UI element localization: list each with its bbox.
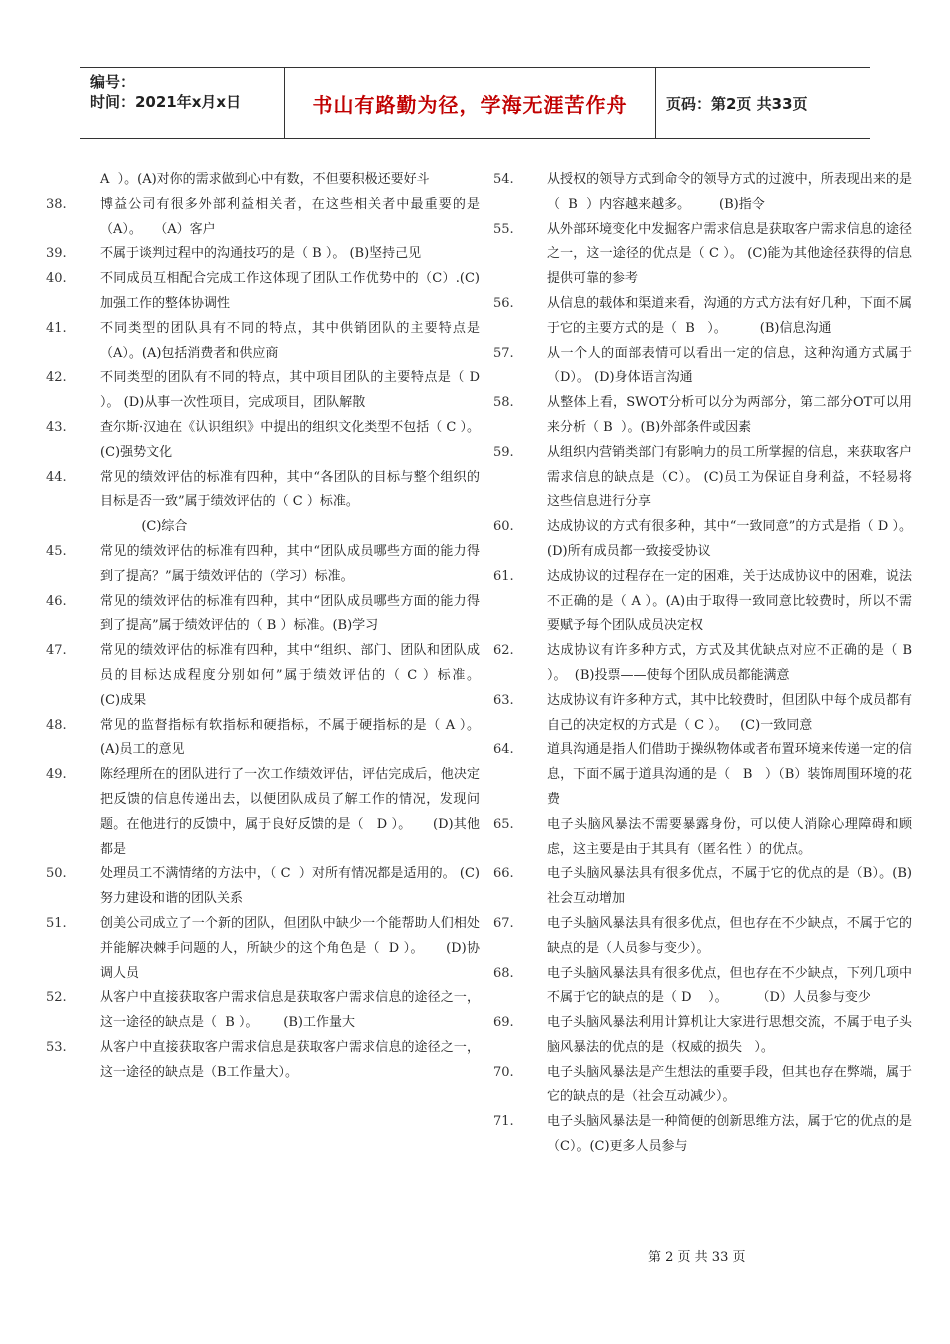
question-item xyxy=(487,689,912,739)
question-text: 常见的绩效评估的标准有四种，其中“团队成员哪些方面的能力得到了提高”属于绩效评估的（ B ）标准。(B)学习 xyxy=(100,593,480,634)
question-text: 电子头脑风暴法是产生想法的重要手段，但其也存在弊端，属于它的缺点的是（社会互动减少）。 xyxy=(547,1064,912,1105)
header-meta xyxy=(80,68,284,138)
question-text: 从客户中直接获取客户需求信息是获取客户需求信息的途径之一，这一途径的缺点是（B工作量大）。 xyxy=(100,1039,480,1080)
page-header xyxy=(80,67,870,139)
header-page-label: 页码：第2页 共33页 xyxy=(666,94,808,113)
question-text: 道具沟通是指人们借助于操纵物体或者布置环境来传递一定的信息，下面不属于道具沟通的是（ B ）（B）装饰周围环境的花费 xyxy=(547,742,912,807)
document-date-label: 时间：2021年x月x日 xyxy=(90,93,242,111)
question-item xyxy=(40,168,480,193)
question-item xyxy=(40,193,480,243)
question-item xyxy=(40,317,480,367)
question-item xyxy=(487,962,912,1012)
question-number: 60. xyxy=(493,519,514,535)
question-text: 常见的绩效评估的标准有四种，其中“各团队的目标与整个组织的目标是否一致”属于绩效评估的（ C ）标准。 (C)综合 xyxy=(100,469,480,535)
question-text: 博益公司有很多外部利益相关者，在这些相关者中最重要的是（A）。 （A）客户 xyxy=(100,196,480,237)
question-text: 达成协议的方式有很多种，其中“一致同意”的方式是指（ D ）。 (D)所有成员都一致接受协议 xyxy=(547,519,921,559)
question-number: 63. xyxy=(493,692,514,708)
question-number: 50. xyxy=(46,866,67,882)
question-text: 从授权的领导方式到命令的领导方式的过渡中，所表现出来的是（ B ）内容越来越多。 (B)指令 xyxy=(547,172,912,212)
question-item xyxy=(40,416,485,466)
question-text: 电子头脑风暴法具有很多优点，但也存在不少缺点，不属于它的缺点的是（人员参与变少）。 xyxy=(547,915,912,956)
question-text: 电子头脑风暴法利用计算机让大家进行思想交流，不属于电子头脑风暴法的优点的是（权威的损失 ）。 xyxy=(547,1015,912,1055)
question-number: 64. xyxy=(493,742,514,758)
question-item xyxy=(40,466,480,540)
question-number: 71. xyxy=(493,1114,514,1130)
question-text: 达成协议有许多种方式，方式及其优缺点对应不正确的是（ B ）。 (B)投票——使每个团队成员都能满意 xyxy=(547,643,921,683)
question-text: A ）。(A)对你的需求做到心中有数，不但要积极还要好斗 xyxy=(100,172,430,187)
question-text: 从外部环境变化中发掘客户需求信息是获取客户需求信息的途径之一，这一途径的优点是（ C ）。 (C)能为其他途径获得的信息提供可靠的参考 xyxy=(547,221,912,287)
question-number: 61. xyxy=(493,568,514,584)
question-item xyxy=(40,267,480,317)
question-text: 不同类型的团队具有不同的特点，其中供销团队的主要特点是（A）。(A)包括消费者和供应商 xyxy=(100,320,480,361)
question-item xyxy=(487,168,912,218)
question-item xyxy=(40,590,480,640)
question-item xyxy=(40,714,497,764)
header-motto: 书山有路勤为径，学海无涯苦作舟 xyxy=(284,68,656,138)
question-number: 43. xyxy=(46,419,67,435)
question-number xyxy=(40,168,100,193)
question-text: 常见的监督指标有软指标和硬指标，不属于硬指标的是（ A ）。 (A)员工的意见 xyxy=(100,717,497,758)
question-number: 69. xyxy=(493,1015,514,1031)
question-text: 电子头脑风暴法具有很多优点，不属于它的优点的是（B）。(B)社会互动增加 xyxy=(547,866,912,907)
question-item xyxy=(487,292,912,342)
question-item xyxy=(40,540,480,590)
question-text: 陈经理所在的团队进行了一次工作绩效评估，评估完成后，他决定把反馈的信息传递出去，以便团队成员了解工作的情况，发现问题。在他进行的反馈中，属于良好反馈的是（ D ）。 (D)其他都是 xyxy=(100,767,480,857)
question-item xyxy=(40,242,480,267)
question-text: 不同成员互相配合完成工作这体现了团队工作优势中的（C）.(C)加强工作的整体协调性 xyxy=(100,271,480,311)
question-text: 处理员工不满情绪的方法中，（ C ）对所有情况都是适用的。 (C)努力建设和谐的团队关系 xyxy=(100,866,480,907)
question-text: 从客户中直接获取客户需求信息是获取客户需求信息的途径之一，这一途径的缺点是（ B ）。 (B)工作量大 xyxy=(100,990,480,1031)
question-text: 从信息的载体和渠道来看，沟通的方式方法有好几种，下面不属于它的主要方式的是（ B ）。 (B)信息沟通 xyxy=(547,295,912,336)
question-number: 47. xyxy=(46,643,67,659)
question-number: 46. xyxy=(46,593,67,609)
question-number: 40. xyxy=(46,271,67,287)
question-number: 52. xyxy=(46,990,67,1006)
page-footer: 第 2 页 共 33 页 xyxy=(648,1250,746,1265)
question-item xyxy=(487,565,912,639)
question-text: 从一个人的面部表情可以看出一定的信息，这种沟通方式属于（D）。 (D)身体语言沟通 xyxy=(547,345,912,386)
question-number: 38. xyxy=(46,196,67,212)
question-number: 42. xyxy=(46,370,67,386)
question-text: 从组织内营销类部门有影响力的员工所掌握的信息，来获取客户需求信息的缺点是（C）。 (C)员工为保证自身利益，不轻易将这些信息进行分享 xyxy=(547,444,912,510)
question-number: 41. xyxy=(46,320,67,336)
right-question-column xyxy=(487,168,921,1160)
question-item xyxy=(487,218,912,292)
question-number: 56. xyxy=(493,295,514,311)
question-number: 68. xyxy=(493,965,514,981)
question-item xyxy=(487,515,921,565)
question-text: 查尔斯·汉迪在《认识组织》中提出的组织文化类型不包括（ C ）。 (C)强势文化 xyxy=(100,419,485,460)
question-item xyxy=(487,1011,912,1061)
question-item xyxy=(487,738,912,812)
question-text: 创美公司成立了一个新的团队，但团队中缺少一个能帮助人们相处并能解决棘手问题的人，所缺少的这个角色是（ D ）。 (D)协调人员 xyxy=(100,915,480,981)
question-number: 57. xyxy=(493,345,514,361)
question-number: 51. xyxy=(46,915,67,931)
question-item xyxy=(487,813,912,863)
question-number: 58. xyxy=(493,395,514,411)
question-item xyxy=(487,391,912,441)
question-text: 电子头脑风暴法不需要暴露身份，可以使人消除心理障碍和顾虑，这主要是由于其具有（匿名性 ）的优点。 xyxy=(547,816,912,857)
question-item xyxy=(487,1110,912,1160)
question-number: 44. xyxy=(46,469,67,485)
question-number: 49. xyxy=(46,767,67,783)
question-number: 55. xyxy=(493,221,514,237)
question-number: 67. xyxy=(493,915,514,931)
question-number: 59. xyxy=(493,444,514,460)
question-item xyxy=(487,1061,912,1111)
question-text: 常见的绩效评估的标准有四种，其中“团队成员哪些方面的能力得到了提高？”属于绩效评估的（学习）标准。 xyxy=(100,543,480,584)
question-item xyxy=(487,862,912,912)
question-text: 达成协议的过程存在一定的困难，关于达成协议中的困难，说法不正确的是（ A ）。(A)由于取得一致同意比较费时，所以不需要赋予每个团队成员决定权 xyxy=(547,568,912,634)
question-item xyxy=(40,763,480,862)
question-text: 电子头脑风暴法具有很多优点，但也存在不少缺点，下列几项中不属于它的缺点的是（ D ）。 （D）人员参与变少 xyxy=(547,965,912,1006)
question-text: 达成协议有许多种方式，其中比较费时，但团队中每个成员都有自己的决定权的方式是（ C ）。 (C)一致同意 xyxy=(547,692,912,733)
question-text: 不同类型的团队有不同的特点，其中项目团队的主要特点是（ D ）。 (D)从事一次性项目，完成项目，团队解散 xyxy=(100,370,485,411)
question-text: 常见的绩效评估的标准有四种，其中“组织、部门、团队和团队成员的目标达成程度分别如何”属于绩效评估的（ C ）标准。 (C)成果 xyxy=(100,643,505,708)
question-number: 54. xyxy=(493,172,514,187)
question-item xyxy=(40,862,480,912)
question-number: 53. xyxy=(46,1039,67,1055)
question-number: 48. xyxy=(46,717,67,733)
question-item xyxy=(40,986,480,1036)
question-item xyxy=(40,1036,480,1086)
question-text: 从整体上看，SWOT分析可以分为两部分，第二部分OT可以用来分析（ B ）。(B)外部条件或因素 xyxy=(547,395,912,435)
question-number: 39. xyxy=(46,246,67,262)
document-number-label: 编号： xyxy=(90,73,136,91)
question-number: 62. xyxy=(493,643,514,659)
question-item xyxy=(487,441,912,515)
question-item xyxy=(487,912,912,962)
question-number: 65. xyxy=(493,816,514,832)
question-item xyxy=(40,366,485,416)
question-number: 45. xyxy=(46,543,67,559)
question-number: 70. xyxy=(493,1064,514,1080)
question-text: 不属于谈判过程中的沟通技巧的是（ B ）。 (B)坚持己见 xyxy=(100,246,422,262)
question-text: 电子头脑风暴法是一种简便的创新思维方法，属于它的优点的是（C）。(C)更多人员参与 xyxy=(547,1114,912,1155)
question-item xyxy=(40,912,480,986)
question-item xyxy=(487,342,912,392)
question-number: 66. xyxy=(493,866,514,882)
question-item xyxy=(487,639,921,689)
